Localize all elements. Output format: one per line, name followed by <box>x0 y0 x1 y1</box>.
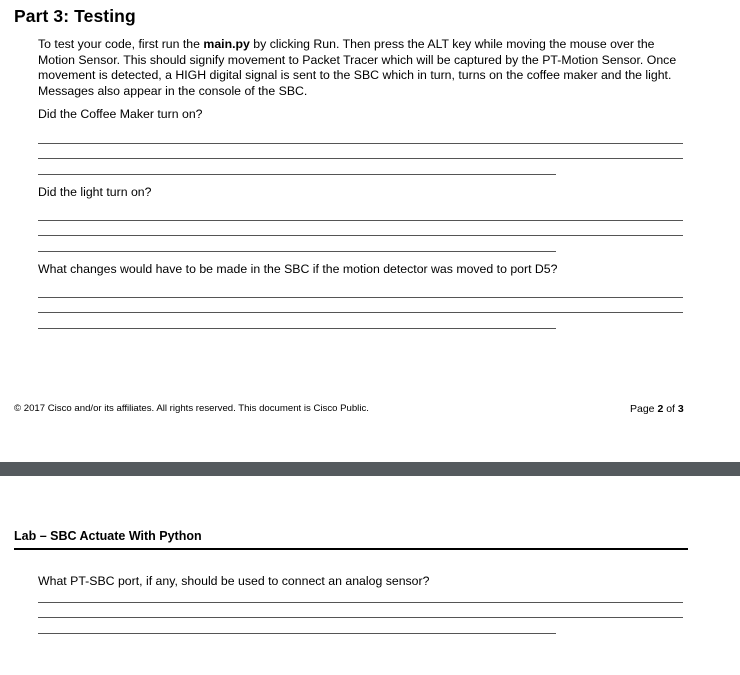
question-coffee-maker: Did the Coffee Maker turn on? <box>38 107 203 121</box>
page-prefix: Page <box>630 403 658 415</box>
filename-bold: main.py <box>203 37 250 51</box>
answer-line[interactable] <box>38 328 556 329</box>
instructions-text-1: To test your code, first run the <box>38 37 204 51</box>
page-number <box>630 403 684 415</box>
page-current: 2 <box>657 403 664 415</box>
section-heading: Part 3: Testing <box>14 6 136 26</box>
answer-line[interactable] <box>38 235 683 236</box>
answer-line[interactable] <box>38 297 683 298</box>
answer-line[interactable] <box>38 220 683 221</box>
question-port-d5: What changes would have to be made in the SBC if the motion detector was moved to port D5? <box>38 262 558 276</box>
question-light: Did the light turn on? <box>38 185 152 199</box>
answer-line[interactable] <box>38 633 556 634</box>
instructions-paragraph <box>38 37 688 99</box>
answer-line[interactable] <box>38 602 683 603</box>
footer-copyright: © 2017 Cisco and/or its affiliates. All rights reserved. This document is Cisco Public. <box>14 403 369 414</box>
answer-line[interactable] <box>38 617 683 618</box>
answer-line[interactable] <box>38 312 683 313</box>
instructions-text-2: by clicking Run. Then press the ALT key while moving the mouse over the Motion Sensor. This should signify movement to Packet Tracer which will be captured by the PT-Motion Sensor. Once movement is detected, a HIGH digital signal is sent to the SBC which in turn, turns on the coffee maker and the light. Messages also appear in the console of the SBC. <box>38 37 677 98</box>
header-rule <box>14 548 688 550</box>
answer-line[interactable] <box>38 158 683 159</box>
lab-header: Lab – SBC Actuate With Python <box>14 529 202 543</box>
page-total: 3 <box>677 403 684 415</box>
question-analog-sensor: What PT-SBC port, if any, should be used to connect an analog sensor? <box>38 574 430 588</box>
answer-line[interactable] <box>38 174 556 175</box>
page-of: of <box>663 403 678 415</box>
page-break-bar <box>0 462 740 476</box>
answer-line[interactable] <box>38 251 556 252</box>
answer-line[interactable] <box>38 143 683 144</box>
